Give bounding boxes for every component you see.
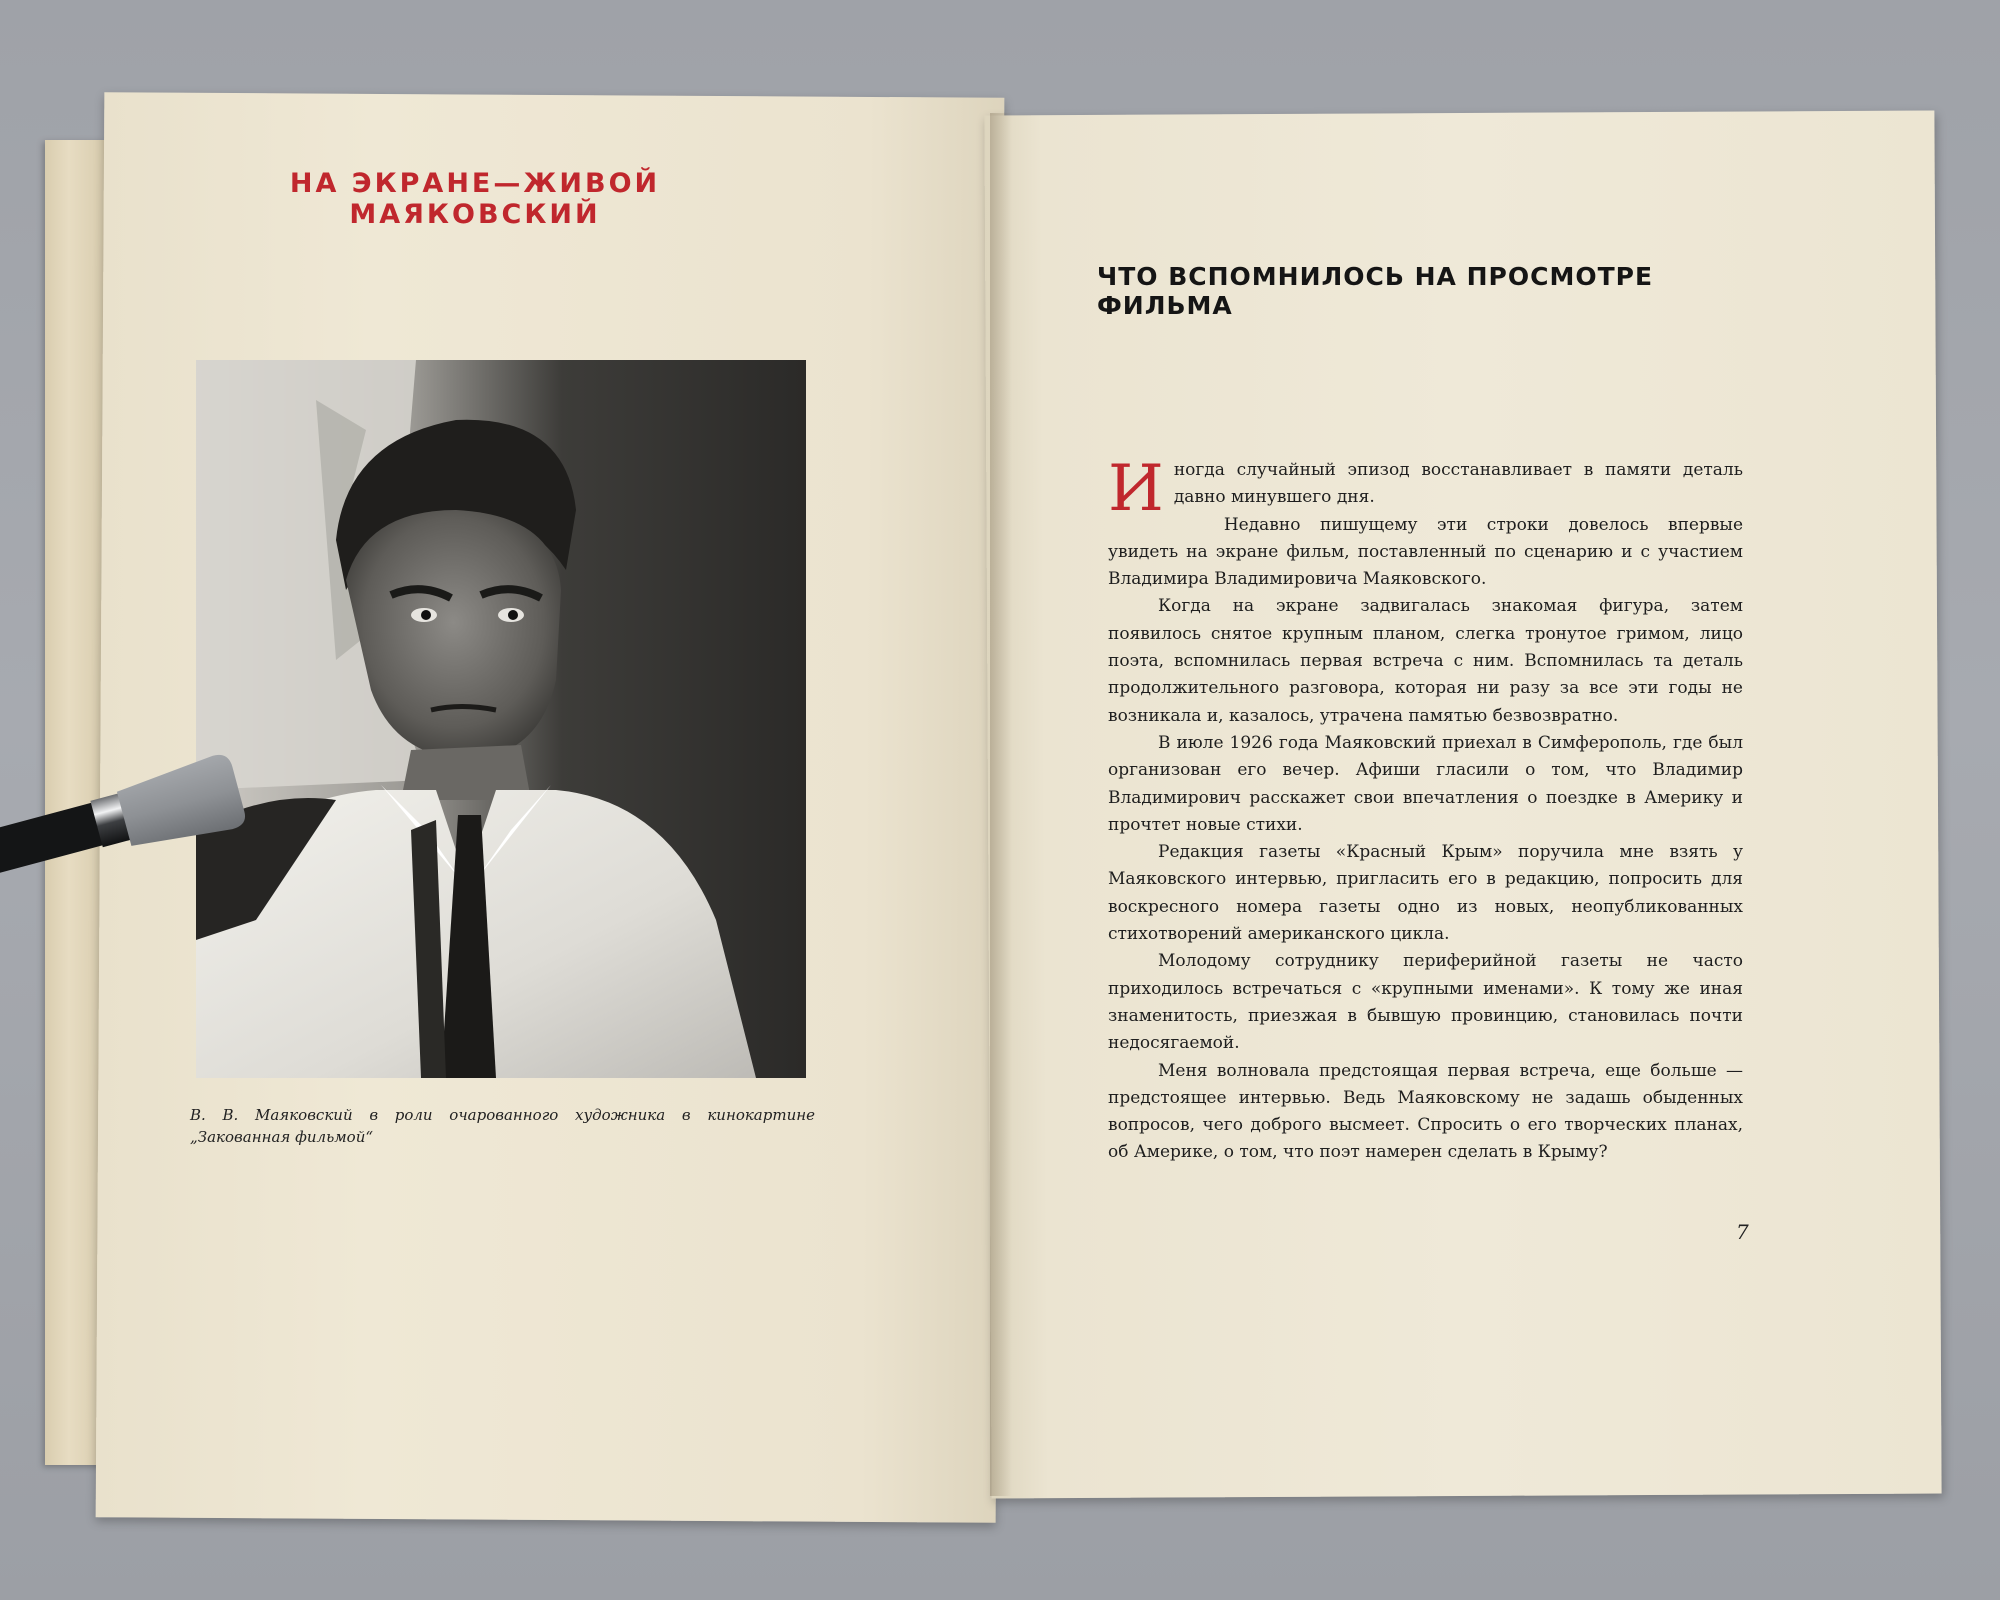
portrait-illustration xyxy=(196,360,806,1078)
article-body xyxy=(1108,452,1743,1167)
paragraph-4: В июле 1926 года Маяковский приехал в Симферополь, где был организован его вечер. Афиши гласили о том, что Владимир Владимирович расскажет свои впечатления о поездке в Америку и прочтет новые стихи. xyxy=(1108,732,1743,835)
right-page-title: ЧТО ВСПОМНИЛОСЬ НА ПРОСМОТРЕ ФИЛЬМА xyxy=(1097,262,1654,320)
portrait-photo xyxy=(196,360,806,1078)
photo-caption: В. В. Маяковский в роли очарованного художника в кинокартине „Закованная фильмой“ xyxy=(190,1106,815,1146)
paragraph-5: Редакция газеты «Красный Крым» поручила мне взять у Маяковского интервью, пригласить его в редакцию, попросить для воскресного номера газеты одно из новых, неопубликованных стихотворений американского цикла. xyxy=(1108,842,1743,945)
paragraph-2: Недавно пишущему эти строки довелось впервые увидеть на экране фильм, поставленный по сценарию и с участием Владимира Владимировича Маяковского. xyxy=(1108,514,1743,590)
left-page-title: НА ЭКРАНЕ—ЖИВОЙ МАЯКОВСКИЙ xyxy=(289,168,661,230)
paragraph-6: Молодому сотруднику периферийной газеты не часто приходилось встречаться с «крупными именами». К тому же иная знаменитость, приезжая в бывшую провинцию, становилась почти недосягаемой. xyxy=(1108,951,1743,1054)
book-gutter-shadow xyxy=(990,113,1012,1496)
paragraph-1 xyxy=(1108,452,1743,526)
book-page-edges xyxy=(45,140,105,1465)
paragraph-1-text: ногда случайный эпизод восстанавливает в памяти деталь давно минувшего дня. xyxy=(1173,460,1743,508)
drop-cap: И xyxy=(1108,452,1164,526)
page-number: 7 xyxy=(1736,1220,1749,1244)
paragraph-3: Когда на экране задвигалась знакомая фигура, затем появилось снятое крупным планом, слегка тронутое гримом, лицо поэта, вспомнилась первая встреча с ним. Вспомнилась та деталь продолжительного разговора, которая ни разу за все эти годы не возникала и, казалось, утрачена памятью безвозвратно. xyxy=(1108,596,1743,726)
paragraph-7: Меня волновала предстоящая первая встреча, еще больше — предстоящее интервью. Ведь Маяковскому не задашь обыденных вопросов, чего доброго высмеет. Спросить о его творческих планах, об Америке, о том, что поэт намерен сделать в Крыму? xyxy=(1108,1060,1743,1163)
